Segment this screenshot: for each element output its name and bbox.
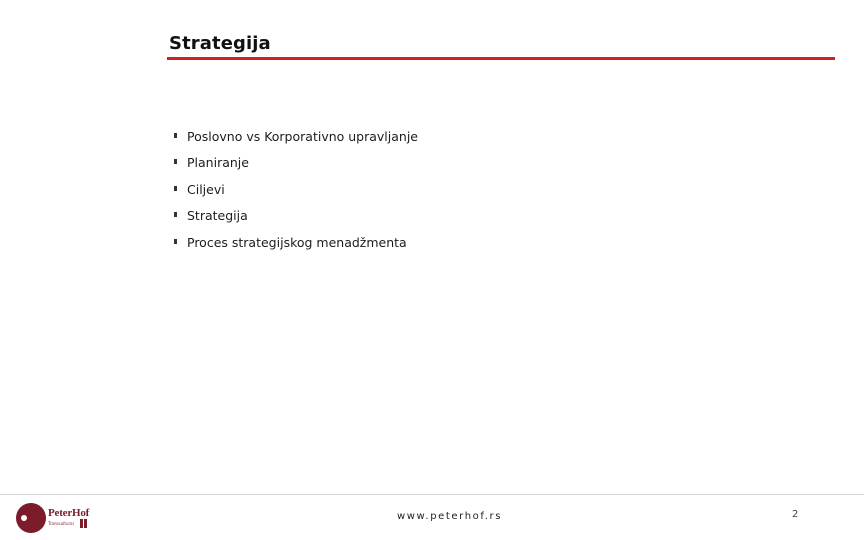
bullet-icon xyxy=(174,133,177,138)
logo-bar-icon xyxy=(80,519,83,528)
list-item-text: Strategija xyxy=(187,208,248,224)
logo-tagline: Transcultural xyxy=(48,521,74,526)
footer-divider xyxy=(0,494,864,495)
logo-name: PeterHof xyxy=(48,507,90,519)
list-item-text: Planiranje xyxy=(187,155,249,171)
website-url: www.peterhof.rs xyxy=(397,511,503,522)
list-item-text: Ciljevi xyxy=(187,181,225,197)
bullet-list xyxy=(174,123,418,256)
list-item xyxy=(174,229,418,256)
bullet-icon xyxy=(174,239,177,244)
slide-title: Strategija xyxy=(169,33,271,54)
list-item xyxy=(174,150,418,177)
list-item xyxy=(174,176,418,203)
list-item xyxy=(174,203,418,230)
page-number: 2 xyxy=(792,509,799,520)
title-underline xyxy=(167,57,835,60)
logo-circle-icon xyxy=(16,503,46,533)
list-item-text: Poslovno vs Korporativno upravljanje xyxy=(187,128,418,144)
bullet-icon xyxy=(174,186,177,191)
bullet-icon xyxy=(174,212,177,217)
list-item-text: Proces strategijskog menadžmenta xyxy=(187,234,407,250)
peterhof-logo xyxy=(16,502,106,534)
list-item xyxy=(174,123,418,150)
bullet-icon xyxy=(174,159,177,164)
logo-bar-icon xyxy=(84,519,87,528)
